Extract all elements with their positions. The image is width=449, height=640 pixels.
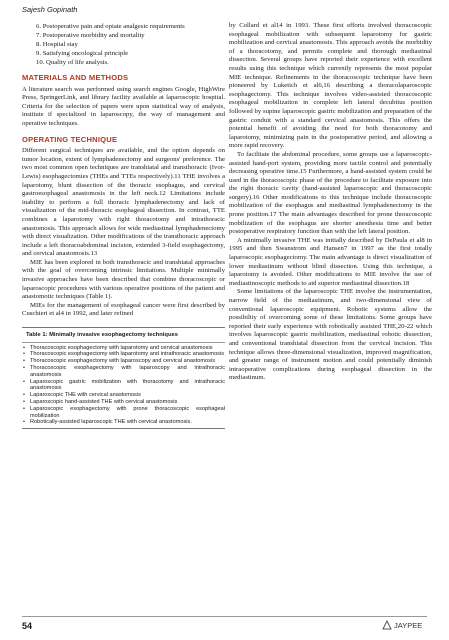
- footer-divider: [22, 616, 427, 617]
- table-row: • Thoracoscopic esophagectomy with laparotomy and cervical anastomosis: [22, 345, 225, 352]
- table-rows: [22, 342, 225, 430]
- table-row: • Robotically-assisted laparoscopic THE with cervical anastomosis.: [22, 419, 225, 426]
- right-paragraph-4: Some limitations of the laparoscopic THE involve the instrumentation, narrow field of the mediastinum, and two-dimensional view of conventional laparoscopic equipment. Robotic systems allow the possibility of overcoming some of these limitations. Some groups have reported their early experience with robotically assisted THE,20-22 which involves laparoscopic gastric mobilization, mediastinal robotic dissection, and conventional transhiatal dissection from the cervical incision. This technique allows three-dimensional visualization, improved magnification, and greater range of instrument motion and could potentially diminish intraoperative complications during esophageal dissection in the mediastinum.: [229, 288, 432, 382]
- list-item: 7. Postoperative morbidity and mortality: [36, 32, 145, 39]
- table-row: • Laparoscopic hand-assisted THE with cervical anastomosis: [22, 399, 225, 406]
- table-row: • Laparoscopic esophagectomy with prone thoracoscopic esophageal mobilization: [22, 406, 225, 420]
- left-column: [22, 22, 225, 429]
- table-row: • Thoracoscopic esophagectomy with laparotomy and intrathoracic anastomosis: [22, 351, 225, 358]
- technique-paragraph-2: MIE has been explored in both transthoracic and transhiatal approaches with the goal of overcoming intrinsic limitations. Multiple minimally invasive approaches have been described that combine thoracoscopic or laparoscopic procedures with various operative positions of the patient and anastomotic techniques (Table 1).: [22, 258, 225, 301]
- page-number: 54: [22, 621, 33, 631]
- outcome-list: [22, 22, 225, 67]
- right-paragraph-3: A minimally invasive THE was initially described by DePaula et al8 in 1995 and then Swanstrom and Hansen7 in 1997 as the first totally laparoscopic esophagectomy. The main advantage is direct visualization of lower mediastinum without blind dissection. Using this technique, a laparotomy is avoided. Other modifications to MIE involve the use of mediastinoscopic methods to aid superior mediastinal dissection.18: [229, 236, 432, 287]
- publisher-logo-icon: [382, 620, 392, 630]
- table-row: • Laparoscopic gastric mobilization with thoracotomy and intrathoracic anastomosis: [22, 379, 225, 393]
- table-title: Table 1: Minimally invasive esophagectomy techniques: [26, 332, 178, 339]
- running-head: Sajesh Gopinath: [22, 5, 78, 14]
- list-item: 8. Hospital stay: [36, 41, 78, 48]
- table-row: • Thoracoscopic esophagectomy with laparoscopy and intrathoracic anastomosis: [22, 365, 225, 379]
- table-row: • Thoracoscopic esophagectomy with laparoscopy and cervical anastomosis: [22, 358, 225, 365]
- list-item: 10. Quality of life analysis.: [36, 59, 109, 66]
- publisher-name: JAYPEE: [394, 621, 423, 630]
- methods-paragraph: A literature search was performed using search engines Google, HighWire Press, SpringerLink, and library facility available at laparoscopic hospital. Criteria for the selection of papers were upon statistical way of analysis, institute if specialized in laparoscopy, the way of management and operative techniques.: [22, 85, 225, 127]
- list-item: 6. Postoperative pain and opiate analgesic requirements: [36, 23, 185, 30]
- right-paragraph-2: To facilitate the abdominal procedure, some groups use a laparoscopic-assisted hand-port system, providing more tactile control and potentially decreasing operative time.15 Furthermore, a hand-assisted system could be used in the thoracoscopic phase of the procedure to facilitate exposure into the right thoracic cavity (hand-assisted laparoscopic and thoracoscopic surgery).16 Other modifications to this technique include thoracoscopic mobilization of the esophagus and mediastinal lymphadenectomy in the prone position.17 The main advantages described for prone thoracoscopic mobilization of the esophagus are shorter anesthesia time and better postoperative respiratory function than with the left lateral position.: [229, 150, 432, 236]
- right-column: [229, 22, 432, 383]
- table-row: • Laparoscopic THE with cervical anastomosis: [22, 392, 225, 399]
- section-heading-methods: MATERIALS AND METHODS: [22, 73, 129, 82]
- technique-paragraph-1: Different surgical techniques are available, and the option depends on tumor location, extent of lymphadenectomy and surgeons' preference. The two most common open techniques are transhiatal and transthoracic (Ivor-Lewis) esophagectomies (THEs and TTEs respectively).11 THE involves a laparotomy, blunt dissection of the thoracic esophagus, and cervical gastroesophageal anastomosis in the left neck.12 Limitations include inability to perform a full thoracic lymphadenectomy and lack of visualization of the mid-thoracic esophageal dissection. In contrast, TTE combines a laparotomy with right thoracotomy and intrathoracic anastomosis. This approach allows for wide mediastinal lymphadenectomy with direct visualization. Other modifications of the transthoracic approach include a left thoracoabdominal incision, extended 3-field esophagectomy, and cervical anastomosis.13: [22, 147, 225, 258]
- list-item: 9. Satisfying oncological principle: [36, 50, 129, 57]
- table-mie-techniques: [22, 327, 225, 429]
- section-heading-technique: OPERATING TECHNIQUE: [22, 134, 118, 144]
- technique-paragraph-3: MIEs for the management of esophageal cancer were first described by Cuschieri et al4 in 1992, and later refined: [22, 301, 225, 318]
- right-paragraph-1: by Collard et al14 in 1993. These first efforts involved thoracoscopic esophageal mobilization with subsequent laparotomy for gastric mobilization and cervical anastomosis. This approach avoids the morbidity of a thoracotomy, and permits complete and thorough mediastinal dissection. Several groups have reported their experience with excellent results using this technique which currently represents the most popular MIE technique. Refinements in the thoracoscopic technique have been pioneered by Luketich et al6,16 describing a thoracolaparoscopic esophagectomy. This technique involves video-assisted thoracoscopic esophageal mobilization in complete left lateral decubitus position followed by supine laparoscopic gastric mobilization and preparation of the gastric conduit with a standard cervical anastomosis. This offers the potential benefit of avoiding the need for both thoracotomy and laparotomy, minimizing pain in the postoperative period, and allowing a more rapid recovery.: [229, 22, 432, 150]
